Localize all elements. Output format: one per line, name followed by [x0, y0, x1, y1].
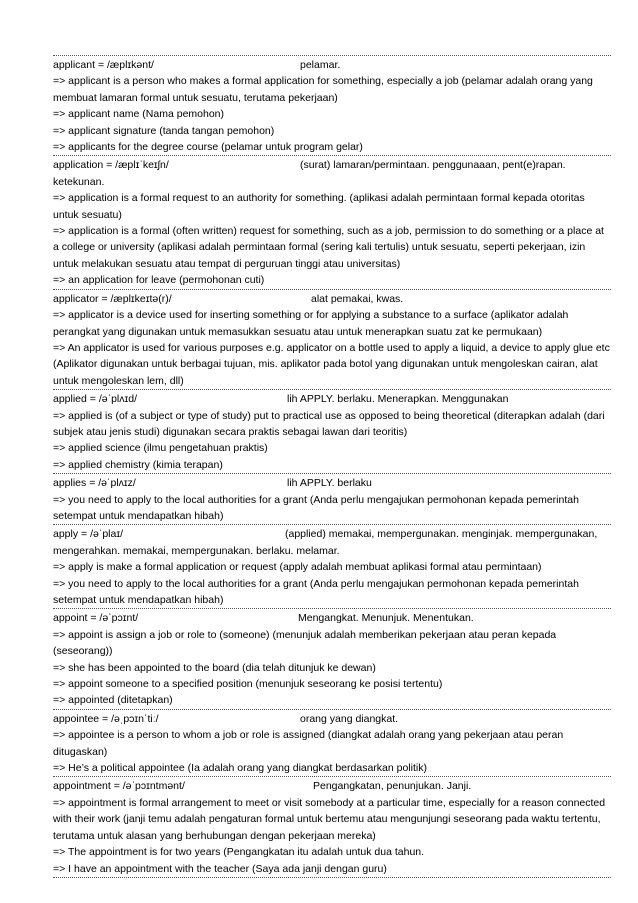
dictionary-entry [53, 389, 611, 473]
entry-example-line: => applicants for the degree course (pelamar untuk program gelar) [53, 141, 363, 154]
entry-example-line: => you need to apply to the local authorities for a grant (Anda perlu mengajukan permohonan kepada pemerintah setempat untuk mendapatkan hibah) [53, 493, 579, 522]
entry-meaning: pelamar. [300, 59, 341, 71]
entry-headword-line [53, 610, 611, 626]
entry-example-line: => applied is (of a subject or type of study) put to practical use as opposed to being theoretical (diterapkan adalah (dari subjek atau jenis studi) digunakan secara praktis sebagai lawan dari teoritis) [53, 409, 605, 438]
entry-meaning: lih APPLY. berlaku. Menerapkan. Menggunakan [287, 393, 509, 406]
entry-meaning: orang yang diangkat. [300, 712, 399, 725]
entry-headword-line [53, 711, 611, 727]
entry-headword-line [53, 57, 611, 73]
entry-example-line: => appoint someone to a specified position (menunjuk seseorang ke posisi tertentu) [53, 678, 443, 691]
entry-headword-line [53, 475, 611, 491]
entry-headword-line [53, 157, 611, 190]
entry-term: applicator = /æplɪkeɪtə(r)/ [53, 292, 172, 305]
dictionary-entry [53, 289, 611, 389]
entry-example-line: => applicant name (Nama pemohon) [53, 108, 225, 121]
entry-meaning: lih APPLY. berlaku [287, 477, 372, 490]
entry-example-line: => The appointment is for two years (Pengangkatan itu adalah untuk dua tahun. [53, 846, 425, 859]
entry-headword-line [53, 291, 611, 307]
entry-headword-line [53, 778, 611, 794]
entry-term: applicant = /æplɪkənt/ [53, 59, 154, 71]
entry-headword-line [53, 391, 611, 407]
entry-example-line: => appoint is assign a job or role to (someone) (menunjuk adalah memberikan pekerjaan atau peran kepada (seseorang)) [53, 628, 557, 658]
dictionary-document [53, 55, 611, 878]
entry-example-line: => appointee is a person to whom a job or role is assigned (diangkat adalah orang yang pekerjaan atau peran ditugaskan) [53, 729, 564, 758]
entry-example-line: => He’s a political appointee (Ia adalah orang yang diangkat berdasarkan politik) [53, 762, 427, 775]
entry-term: appoint = /əˈpɔɪnt/ [53, 612, 139, 625]
entry-example-line: => appointment is formal arrangement to meet or visit somebody at a particular time, especially for a reason connected with their work (janji temu adalah pengaturan formal untuk bertemu atau mengunjungi seseorang pada waktu tertentu, terutama untuk alasan yang berhubungan dengan pekerjaan mereka) [53, 796, 606, 842]
entry-example-line: => An applicator is used for various purposes e.g. applicator on a bottle used to apply a liquid, a device to apply glue etc (Aplikator digunakan untuk berbagai tujuan, mis. aplikator pada botol yang digunakan untuk mengoleskan cairan, alat untuk mengoleskan lem, dll) [53, 341, 610, 387]
dictionary-entry [53, 473, 611, 524]
entry-meaning: Pengangkatan, penunjukan. Janji. [313, 780, 472, 793]
entry-example-line: => an application for leave (permohonan cuti) [53, 274, 265, 287]
entry-example-line: => appointed (ditetapkan) [53, 694, 173, 707]
entry-example-line: => I have an appointment with the teacher (Saya ada janji dengan guru) [53, 862, 387, 875]
entry-term: applied = /əˈplʌɪd/ [53, 393, 137, 406]
dictionary-entry [53, 709, 611, 777]
entry-example-line: => applied chemistry (kimia terapan) [53, 458, 223, 471]
dictionary-entry [53, 608, 611, 708]
dictionary-entry [53, 55, 611, 155]
entry-example-line: => applicator is a device used for inserting something or for applying a substance to a surface (aplikator adalah perangkat yang digunakan untuk memasukkan sesuatu atau untuk menerapkan suatu zat ke permukaan) [53, 309, 569, 338]
entry-meaning: (applied) memakai, mempergunakan. menginjak. mempergunakan, mengerahkan. memakai, mempergunakan. berlaku. melamar. [53, 528, 598, 557]
dictionary-entry [53, 155, 611, 288]
entry-term: applies = /əˈplʌɪz/ [53, 477, 136, 490]
dictionary-entry [53, 524, 611, 608]
entry-meaning: Mengangkat. Menunjuk. Menentukan. [298, 612, 474, 625]
entry-term: appointee = /əˌpɔɪnˈtiː/ [53, 712, 159, 725]
entry-term: apply = /əˈplaɪ/ [53, 528, 123, 541]
entry-example-line: => applicant signature (tanda tangan pemohon) [53, 124, 275, 137]
entry-term: application = /æplɪˈkeɪʃn/ [53, 159, 169, 172]
entry-meaning: (surat) lamaran/permintaan. penggunaaan, pent(e)rapan. ketekunan. [53, 159, 566, 188]
entry-example-line: => apply is make a formal application or request (apply adalah membuat aplikasi formal atau permintaan) [53, 561, 542, 574]
entry-example-line: => application is a formal request to an authority for something. (aplikasi adalah permintaan formal kepada otoritas untuk sesuatu) [53, 192, 585, 221]
entry-headword-line [53, 526, 611, 559]
entry-example-line: => applicant is a person who makes a formal application for something, especially a job (pelamar adalah orang yang membuat lamaran formal untuk sesuatu, terutama pekerjaan) [53, 75, 593, 104]
entry-term: appointment = /əˈpɔɪntmənt/ [53, 780, 185, 793]
entry-example-line: => application is a formal (often written) request for something, such as a job, permission to do something or a place at a college or university (aplikasi adalah permintaan formal (sering kali tertulis) untuk sesuatu, seperti pekerjaan, izin untuk melakukan sesuatu atau tempat di perguruan tinggi atau universitas) [53, 225, 604, 270]
dictionary-entry [53, 776, 611, 877]
entry-example-line: => she has been appointed to the board (dia telah ditunjuk ke dewan) [53, 661, 376, 674]
entry-example-line: => applied science (ilmu pengetahuan praktis) [53, 442, 268, 455]
entry-meaning: alat pemakai, kwas. [311, 292, 404, 305]
entry-example-line: => you need to apply to the local authorities for a grant (Anda perlu mengajukan permohonan kepada pemerintah setempat untuk mendapatkan hibah) [53, 577, 579, 606]
